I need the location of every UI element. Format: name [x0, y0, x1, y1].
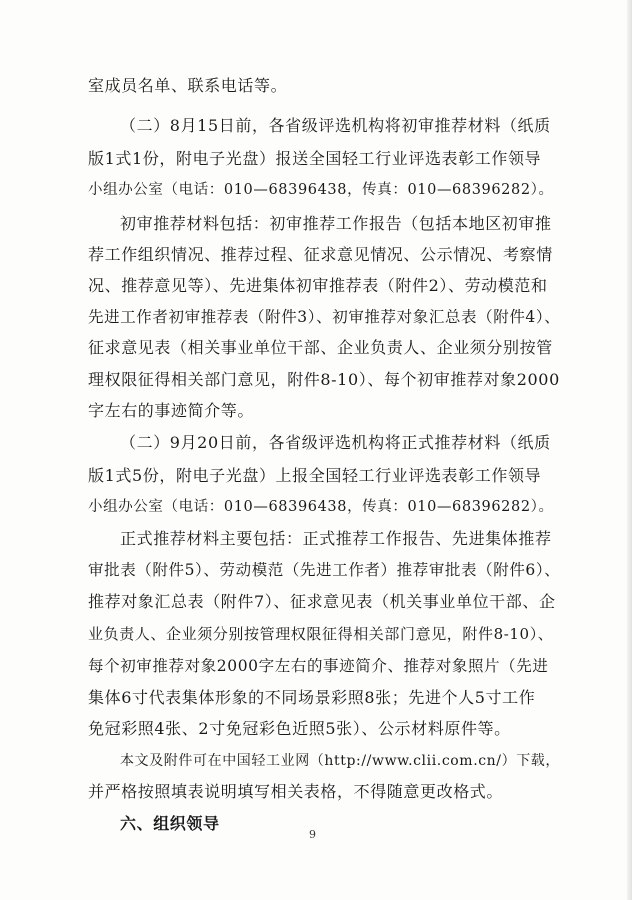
text-line: 理权限征得相关部门意见，附件8-10）、每个初审推荐对象2000	[88, 370, 560, 389]
text-line: 先进工作者初审推荐表（附件3）、初审推荐对象汇总表（附件4）、	[88, 308, 561, 326]
text-line: 每个初审推荐对象2000字左右的事迹简介、推荐对象照片（先进	[88, 657, 549, 675]
text-line: 室成员名单、联系电话等。	[88, 76, 288, 95]
text-line: 况、推荐意见等）、先进集体初审推荐表（附件2）、劳动模范和	[88, 276, 548, 295]
section-heading: 六、组织领导	[120, 814, 220, 833]
text-line: 正式推荐材料主要包括：正式推荐工作报告、先进集体推荐	[120, 529, 552, 548]
text-line: （二）9月20日前，各省级评选机构将正式推荐材料（纸质	[120, 433, 551, 452]
text-line: 版1式1份，附电子光盘）报送全国轻工行业评选表彰工作领导	[88, 149, 542, 168]
text-line: 集体6寸代表集体形象的不同场景彩照8张；先进个人5寸工作	[88, 688, 536, 707]
scan-edge	[627, 0, 632, 900]
text-line: 推荐对象汇总表（附件7）、征求意见表（机关事业单位干部、企	[88, 592, 556, 611]
page-number: 9	[309, 828, 316, 841]
text-line: 版1式5份，附电子光盘）上报全国轻工行业评选表彰工作领导	[88, 466, 542, 485]
text-line: 荐工作组织情况、推荐过程、征求意见情况、公示情况、考察情	[88, 245, 553, 264]
text-line: 小组办公室（电话：010—68396438，传真：010—68396282）。	[88, 499, 554, 515]
text-line: 免冠彩照4张、2寸免冠彩色近照5张）、公示材料原件等。	[88, 719, 511, 738]
text-line: 征求意见表（相关事业单位干部、企业负责人、企业须分别按管	[88, 338, 553, 357]
text-line: 初审推荐材料包括：初审推荐工作报告（包括本地区初审推	[120, 214, 552, 233]
text-line: 并严格按照填表说明填写相关表格，不得随意更改格式。	[88, 782, 504, 801]
text-line: 业负责人、企业须分别按管理权限征得相关部门意见，附件8-10）、	[88, 625, 554, 643]
text-line: 审批表（附件5）、劳动模范（先进工作者）推荐审批表（附件6）、	[88, 561, 561, 579]
text-line: 字左右的事迹简介等。	[88, 401, 255, 420]
text-line: 本文及附件可在中国轻工业网（http://www.clii.com.cn/）下载，	[120, 753, 561, 769]
text-line: （二）8月15日前，各省级评选机构将初审推荐材料（纸质	[120, 116, 551, 135]
text-line: 小组办公室（电话：010—68396438，传真：010—68396282）。	[88, 182, 554, 198]
